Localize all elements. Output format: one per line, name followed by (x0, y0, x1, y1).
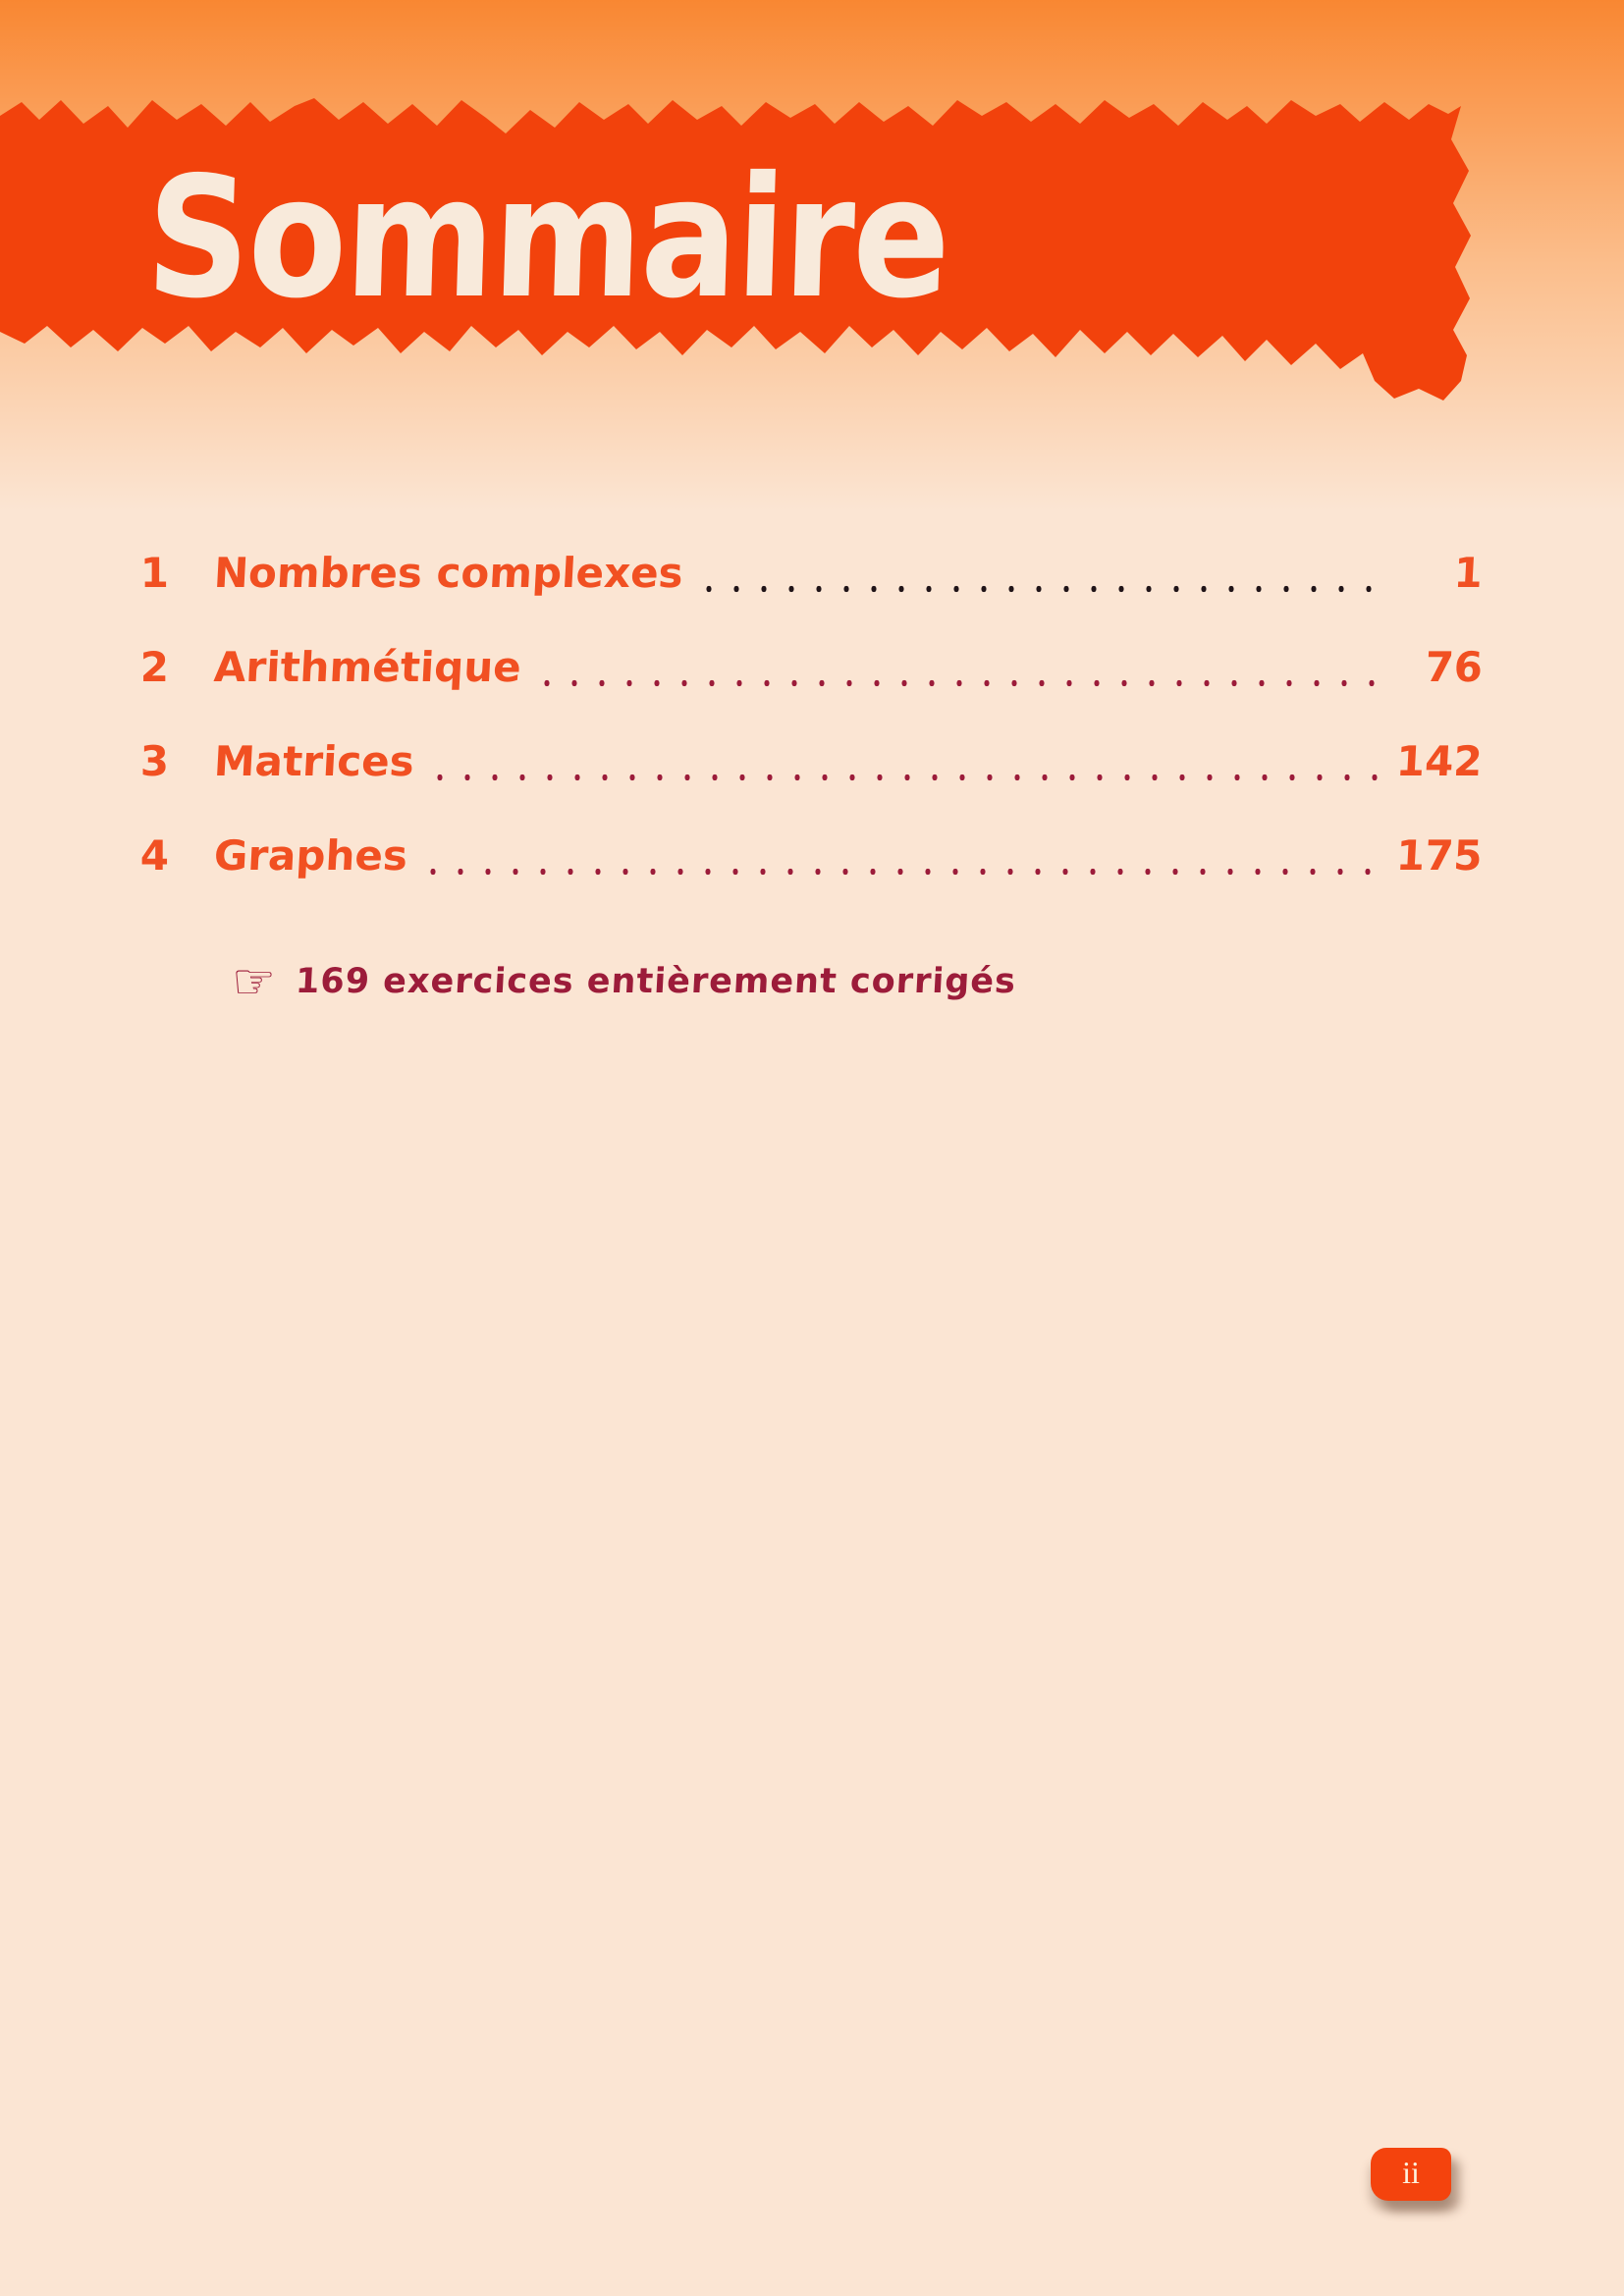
toc-page-number: 76 (1424, 642, 1485, 691)
toc-page-number: 175 (1395, 830, 1485, 880)
toc-chapter-number: 3 (139, 736, 169, 785)
toc-chapter-number: 2 (139, 642, 169, 691)
toc-row[interactable] (98, 808, 1483, 902)
toc-chapter-label: Graphes (212, 830, 409, 880)
exercises-note-text: 169 exercices entièrement corrigés (294, 962, 1017, 1001)
page-number-label: ii (1402, 2155, 1420, 2190)
page-title: Sommaire (143, 141, 952, 336)
toc-chapter-number: 1 (139, 548, 169, 597)
toc-page-number: 142 (1395, 736, 1485, 785)
dot-leader (429, 865, 1382, 879)
page-number-badge (1371, 2148, 1451, 2201)
pointing-hand-icon: ☞ (232, 953, 276, 1010)
toc-list (98, 525, 1483, 902)
exercises-note (232, 944, 1016, 1019)
dot-leader (436, 771, 1383, 784)
dot-leader (543, 676, 1386, 690)
toc-chapter-label: Matrices (212, 736, 416, 785)
toc-chapter-label: Nombres complexes (212, 548, 684, 597)
dot-leader (705, 582, 1386, 596)
toc-chapter-number: 4 (139, 830, 169, 880)
toc-row[interactable] (98, 619, 1483, 714)
toc-row[interactable] (98, 714, 1483, 808)
toc-row[interactable] (98, 525, 1483, 619)
toc-page-number: 1 (1452, 548, 1485, 597)
toc-chapter-label: Arithmétique (212, 642, 523, 691)
